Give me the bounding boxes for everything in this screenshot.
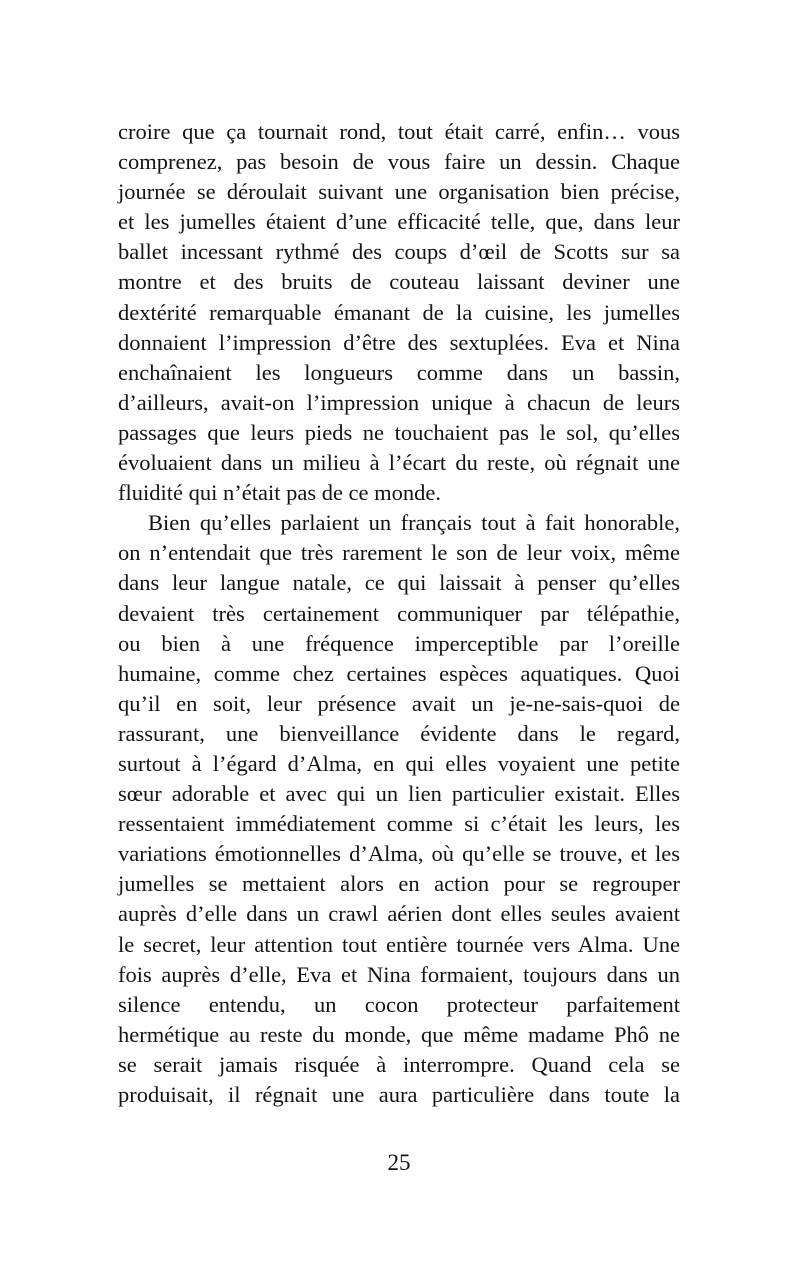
text-line: humaine, comme chez certaines espèces aquatiques. Quoi bbox=[118, 660, 680, 686]
text-line: silence entendu, un cocon protecteur parfaitement bbox=[118, 991, 680, 1017]
text-line: donnaient l’impression d’être des sextuplées. Eva et Nina bbox=[118, 329, 680, 355]
text-line: surtout à l’égard d’Alma, en qui elles voyaient une petite bbox=[118, 750, 680, 776]
text-line: dans leur langue natale, ce qui laissait à penser qu’elles bbox=[118, 570, 680, 596]
text-line: variations émotionnelles d’Alma, où qu’elle se trouve, et les bbox=[118, 841, 680, 867]
text-line: fluidité qui n’était pas de ce monde. bbox=[118, 480, 442, 506]
text-line: enchaînaient les longueurs comme dans un bassin, bbox=[118, 359, 680, 385]
text-line: d’ailleurs, avait-on l’impression unique à chacun de leurs bbox=[118, 389, 680, 415]
page-number: 25 bbox=[387, 1150, 411, 1175]
body-text bbox=[118, 117, 680, 1110]
text-line: ou bien à une fréquence imperceptible par l’oreille bbox=[118, 630, 680, 656]
text-line: fois auprès d’elle, Eva et Nina formaient, toujours dans un bbox=[118, 961, 680, 987]
text-line: auprès d’elle dans un crawl aérien dont elles seules avaient bbox=[118, 901, 680, 927]
text-line: comprenez, pas besoin de vous faire un dessin. Chaque bbox=[118, 149, 680, 175]
text-line: montre et des bruits de couteau laissant deviner une bbox=[118, 269, 680, 295]
text-line: on n’entendait que très rarement le son de leur voix, même bbox=[118, 540, 680, 566]
text-line: devaient très certainement communiquer par télépathie, bbox=[118, 600, 680, 626]
text-line: jumelles se mettaient alors en action pour se regrouper bbox=[118, 871, 680, 897]
text-line: sœur adorable et avec qui un lien particulier existait. Elles bbox=[118, 781, 680, 807]
text-line: rassurant, une bienveillance évidente dans le regard, bbox=[118, 720, 680, 746]
text-line: croire que ça tournait rond, tout était carré, enfin… vous bbox=[118, 119, 680, 144]
text-line: dextérité remarquable émanant de la cuisine, les jumelles bbox=[118, 299, 680, 325]
text-line: le secret, leur attention tout entière tournée vers Alma. Une bbox=[118, 931, 680, 957]
text-line: Bien qu’elles parlaient un français tout à fait honorable, bbox=[148, 510, 680, 536]
text-line: hermétique au reste du monde, que même madame Phô ne bbox=[118, 1021, 680, 1047]
text-line: et les jumelles étaient d’une efficacité telle, que, dans leur bbox=[118, 209, 680, 235]
text-line: évoluaient dans un milieu à l’écart du reste, où régnait une bbox=[118, 450, 680, 476]
text-line: journée se déroulait suivant une organisation bien précise, bbox=[118, 179, 680, 205]
text-line: produisait, il régnait une aura particulière dans toute la bbox=[118, 1082, 680, 1107]
text-line: qu’il en soit, leur présence avait un je-ne-sais-quoi de bbox=[118, 690, 680, 716]
text-line: se serait jamais risquée à interrompre. Quand cela se bbox=[118, 1051, 680, 1077]
text-line: ressentaient immédiatement comme si c’était les leurs, les bbox=[118, 811, 680, 837]
text-line: ballet incessant rythmé des coups d’œil de Scotts sur sa bbox=[118, 239, 680, 265]
text-line: passages que leurs pieds ne touchaient pas le sol, qu’elles bbox=[118, 419, 680, 445]
